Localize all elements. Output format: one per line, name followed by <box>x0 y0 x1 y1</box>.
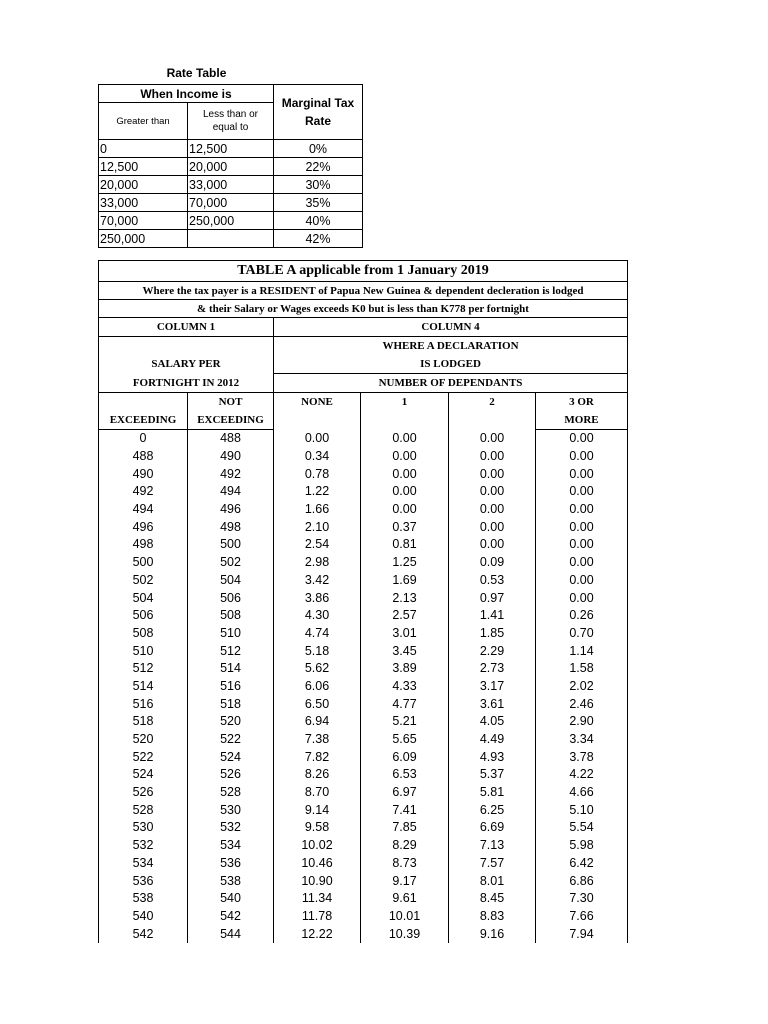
exceeding-cell: 526 <box>99 784 188 802</box>
marginal-rate-cell: 0% <box>274 140 363 158</box>
one-dependant-cell: 7.85 <box>361 819 449 837</box>
three-or-more-dependants-cell: 7.30 <box>536 890 628 908</box>
three-or-more-dependants-cell: 0.00 <box>536 518 628 536</box>
two-dependants-cell: 8.01 <box>449 872 536 890</box>
greater-than-cell: 33,000 <box>99 194 188 212</box>
three-or-more-dependants-cell: 0.00 <box>536 430 628 448</box>
not-exceeding-cell: 528 <box>188 784 274 802</box>
two-dependants-cell: 8.83 <box>449 908 536 926</box>
marginal-rate-cell: 30% <box>274 176 363 194</box>
greater-than-header: Greater than <box>99 103 188 140</box>
exceeding-cell: 506 <box>99 607 188 625</box>
one-dependant-cell: 1.25 <box>361 554 449 572</box>
three-or-more-dependants-cell: 4.66 <box>536 784 628 802</box>
greater-than-cell: 20,000 <box>99 176 188 194</box>
table-row <box>99 855 628 873</box>
marginal-rate-cell: 35% <box>274 194 363 212</box>
not-exceeding-cell: 514 <box>188 660 274 678</box>
not-exceeding-cell: 532 <box>188 819 274 837</box>
marginal-tax-rate-header <box>274 85 363 140</box>
two-dependants-cell: 0.00 <box>449 483 536 501</box>
two-dependants-cell: 4.05 <box>449 713 536 731</box>
table-row <box>99 908 628 926</box>
table-row <box>99 925 628 943</box>
not-exceeding-cell: 522 <box>188 731 274 749</box>
table-row <box>99 695 628 713</box>
marginal-rate-cell: 42% <box>274 230 363 248</box>
none-dependants-cell: 6.50 <box>274 695 361 713</box>
exceeding-cell: 538 <box>99 890 188 908</box>
two-dependants-cell: 2.29 <box>449 642 536 660</box>
table-row <box>99 801 628 819</box>
marginal-rate-cell: 22% <box>274 158 363 176</box>
none-dependants-cell: 10.46 <box>274 855 361 873</box>
marginal-rate-cell: 40% <box>274 212 363 230</box>
table-row <box>99 518 628 536</box>
two-dependants-cell: 0.00 <box>449 536 536 554</box>
two-dependants-cell: 4.49 <box>449 731 536 749</box>
table-row <box>99 448 628 466</box>
rate-table-row <box>99 140 363 158</box>
one-dependant-cell: 6.09 <box>361 748 449 766</box>
greater-than-cell: 250,000 <box>99 230 188 248</box>
table-row <box>99 501 628 519</box>
exceeding-cell: 488 <box>99 448 188 466</box>
fortnight-header: FORTNIGHT IN 2012 <box>99 374 274 393</box>
exceeding-cell: 492 <box>99 483 188 501</box>
rate-table-header <box>99 85 363 140</box>
none-dependants-cell: 3.42 <box>274 572 361 590</box>
rate-table-row <box>99 194 363 212</box>
one-dependant-cell: 0.00 <box>361 448 449 466</box>
none-dependants-cell: 11.78 <box>274 908 361 926</box>
three-or-more-dependants-cell: 0.00 <box>536 536 628 554</box>
three-or-more-dependants-cell: 0.00 <box>536 554 628 572</box>
three-or-more-dependants-cell: 0.00 <box>536 465 628 483</box>
exceeding-cell: 516 <box>99 695 188 713</box>
three-or-more-dependants-cell: 7.94 <box>536 925 628 943</box>
three-or-more-dependants-cell: 0.00 <box>536 501 628 519</box>
none-dependants-cell: 9.58 <box>274 819 361 837</box>
exceeding-cell: 514 <box>99 678 188 696</box>
exceeding-cell: 510 <box>99 642 188 660</box>
none-dependants-cell: 3.86 <box>274 589 361 607</box>
three-or-more-dependants-cell: 6.86 <box>536 872 628 890</box>
three-or-more-dependants-cell: 7.66 <box>536 908 628 926</box>
three-or-more-dependants-cell: 5.54 <box>536 819 628 837</box>
exceeding-cell: 542 <box>99 925 188 943</box>
not-exceeding-cell: 542 <box>188 908 274 926</box>
table-row <box>99 642 628 660</box>
exceeding-cell: 520 <box>99 731 188 749</box>
rate-table-body <box>99 140 363 248</box>
not-exceeding-cell: 490 <box>188 448 274 466</box>
one-dependant-cell: 6.97 <box>361 784 449 802</box>
exceeding-cell: 498 <box>99 536 188 554</box>
not-exceeding-cell: 496 <box>188 501 274 519</box>
one-dependant-cell: 0.00 <box>361 483 449 501</box>
three-or-more-dependants-cell: 5.98 <box>536 837 628 855</box>
column-1-header: COLUMN 1 <box>99 318 274 337</box>
none-dependants-cell: 7.38 <box>274 731 361 749</box>
none-dependants-cell: 10.02 <box>274 837 361 855</box>
none-dependants-cell: 8.70 <box>274 784 361 802</box>
three-or-more-dependants-cell: 2.90 <box>536 713 628 731</box>
none-dependants-cell: 11.34 <box>274 890 361 908</box>
exceeding-cell: 536 <box>99 872 188 890</box>
not-header: NOT <box>188 393 274 412</box>
not-exceeding-cell: 530 <box>188 801 274 819</box>
table-row <box>99 572 628 590</box>
table-row <box>99 430 628 448</box>
two-dependants-cell: 1.41 <box>449 607 536 625</box>
exceeding-cell: 530 <box>99 819 188 837</box>
exceeding-cell: 504 <box>99 589 188 607</box>
none-dependants-cell: 6.94 <box>274 713 361 731</box>
one-dependant-cell: 8.29 <box>361 837 449 855</box>
three-or-more-dependants-cell: 1.14 <box>536 642 628 660</box>
two-dependants-cell: 3.61 <box>449 695 536 713</box>
table-a-subtitle-1: Where the tax payer is a RESIDENT of Papua New Guinea & dependent decleration is lodged <box>99 282 628 300</box>
salary-per-header: SALARY PER <box>99 355 274 374</box>
exceeding-cell: 524 <box>99 766 188 784</box>
exceeding-cell: 500 <box>99 554 188 572</box>
one-dependant-cell: 0.37 <box>361 518 449 536</box>
three-or-more-dependants-cell: 0.00 <box>536 483 628 501</box>
two-dependants-cell: 9.16 <box>449 925 536 943</box>
rate-table-row <box>99 212 363 230</box>
table-row <box>99 554 628 572</box>
three-or-more-dependants-cell: 2.02 <box>536 678 628 696</box>
one-dependant-cell: 5.65 <box>361 731 449 749</box>
table-row <box>99 465 628 483</box>
two-dependants-cell: 0.53 <box>449 572 536 590</box>
exceeding-cell: 540 <box>99 908 188 926</box>
exceeding-cell: 0 <box>99 430 188 448</box>
one-dependant-cell: 6.53 <box>361 766 449 784</box>
none-dependants-cell: 1.22 <box>274 483 361 501</box>
not-exceeding-cell: 498 <box>188 518 274 536</box>
one-dependant-cell: 10.39 <box>361 925 449 943</box>
not-exceeding-cell: 536 <box>188 855 274 873</box>
table-row <box>99 713 628 731</box>
not-exceeding-cell: 520 <box>188 713 274 731</box>
two-dependants-cell: 0.00 <box>449 518 536 536</box>
three-or-more-dependants-cell: 0.00 <box>536 589 628 607</box>
table-row <box>99 784 628 802</box>
table-row <box>99 678 628 696</box>
one-dependant-cell: 4.77 <box>361 695 449 713</box>
exceeding-cell: 494 <box>99 501 188 519</box>
not-exceeding-header: EXCEEDING <box>188 411 274 430</box>
not-exceeding-cell: 540 <box>188 890 274 908</box>
less-than-label: Less than or equal to <box>202 109 259 133</box>
not-exceeding-cell: 512 <box>188 642 274 660</box>
dependants-3-header-line2: MORE <box>536 411 628 430</box>
less-than-or-equal-cell: 70,000 <box>188 194 274 212</box>
not-exceeding-cell: 492 <box>188 465 274 483</box>
less-than-or-equal-cell: 33,000 <box>188 176 274 194</box>
table-row <box>99 748 628 766</box>
rate-table-caption-text: Rate Table <box>166 66 227 80</box>
one-dependant-cell: 0.00 <box>361 501 449 519</box>
one-dependant-cell: 8.73 <box>361 855 449 873</box>
not-exceeding-cell: 538 <box>188 872 274 890</box>
exceeding-cell: 518 <box>99 713 188 731</box>
not-exceeding-cell: 508 <box>188 607 274 625</box>
greater-than-cell: 0 <box>99 140 188 158</box>
dependants-2-header: 2 <box>449 393 536 430</box>
one-dependant-cell: 9.61 <box>361 890 449 908</box>
rate-table-row <box>99 230 363 248</box>
two-dependants-cell: 5.81 <box>449 784 536 802</box>
not-exceeding-cell: 502 <box>188 554 274 572</box>
not-exceeding-cell: 506 <box>188 589 274 607</box>
not-exceeding-cell: 526 <box>188 766 274 784</box>
table-row <box>99 660 628 678</box>
none-dependants-cell: 2.10 <box>274 518 361 536</box>
column-4-header: COLUMN 4 <box>274 318 628 337</box>
none-dependants-cell: 5.18 <box>274 642 361 660</box>
none-dependants-cell: 0.78 <box>274 465 361 483</box>
three-or-more-dependants-cell: 4.22 <box>536 766 628 784</box>
two-dependants-cell: 0.97 <box>449 589 536 607</box>
not-exceeding-cell: 510 <box>188 625 274 643</box>
one-dependant-cell: 7.41 <box>361 801 449 819</box>
one-dependant-cell: 3.45 <box>361 642 449 660</box>
exceeding-cell: 502 <box>99 572 188 590</box>
one-dependant-cell: 2.13 <box>361 589 449 607</box>
one-dependant-cell: 1.69 <box>361 572 449 590</box>
exceeding-header-top <box>99 393 188 412</box>
exceeding-cell: 528 <box>99 801 188 819</box>
two-dependants-cell: 7.57 <box>449 855 536 873</box>
table-a-header <box>99 261 628 430</box>
one-dependant-cell: 0.81 <box>361 536 449 554</box>
less-than-header <box>188 103 274 140</box>
table-a-body <box>99 430 628 943</box>
two-dependants-cell: 5.37 <box>449 766 536 784</box>
rate-table <box>98 84 363 248</box>
three-or-more-dependants-cell: 2.46 <box>536 695 628 713</box>
exceeding-cell: 490 <box>99 465 188 483</box>
none-dependants-cell: 5.62 <box>274 660 361 678</box>
table-a <box>98 260 628 943</box>
none-header: NONE <box>274 393 361 430</box>
one-dependant-cell: 0.00 <box>361 430 449 448</box>
where-declaration-header: WHERE A DECLARATION <box>274 337 628 356</box>
none-dependants-cell: 12.22 <box>274 925 361 943</box>
none-dependants-cell: 7.82 <box>274 748 361 766</box>
three-or-more-dependants-cell: 0.00 <box>536 448 628 466</box>
marginal-tax-rate-label: Marginal Tax Rate <box>281 96 355 128</box>
exceeding-header: EXCEEDING <box>99 411 188 430</box>
exceeding-cell: 532 <box>99 837 188 855</box>
dependants-1-header: 1 <box>361 393 449 430</box>
one-dependant-cell: 9.17 <box>361 872 449 890</box>
none-dependants-cell: 10.90 <box>274 872 361 890</box>
rate-table-row <box>99 158 363 176</box>
two-dependants-cell: 0.00 <box>449 465 536 483</box>
table-row <box>99 731 628 749</box>
none-dependants-cell: 0.00 <box>274 430 361 448</box>
not-exceeding-cell: 516 <box>188 678 274 696</box>
table-row <box>99 819 628 837</box>
less-than-or-equal-cell: 250,000 <box>188 212 274 230</box>
three-or-more-dependants-cell: 3.78 <box>536 748 628 766</box>
two-dependants-cell: 0.00 <box>449 501 536 519</box>
none-dependants-cell: 1.66 <box>274 501 361 519</box>
not-exceeding-cell: 518 <box>188 695 274 713</box>
table-row <box>99 536 628 554</box>
two-dependants-cell: 6.25 <box>449 801 536 819</box>
number-of-dependants-header: NUMBER OF DEPENDANTS <box>274 374 628 393</box>
three-or-more-dependants-cell: 6.42 <box>536 855 628 873</box>
table-row <box>99 589 628 607</box>
two-dependants-cell: 0.00 <box>449 430 536 448</box>
exceeding-cell: 512 <box>99 660 188 678</box>
table-row <box>99 766 628 784</box>
when-income-header: When Income is <box>99 85 274 103</box>
not-exceeding-cell: 494 <box>188 483 274 501</box>
none-dependants-cell: 6.06 <box>274 678 361 696</box>
exceeding-cell: 496 <box>99 518 188 536</box>
one-dependant-cell: 5.21 <box>361 713 449 731</box>
exceeding-cell: 534 <box>99 855 188 873</box>
three-or-more-dependants-cell: 0.00 <box>536 572 628 590</box>
two-dependants-cell: 7.13 <box>449 837 536 855</box>
table-row <box>99 607 628 625</box>
dependants-3-header-line1: 3 OR <box>536 393 628 412</box>
none-dependants-cell: 2.54 <box>274 536 361 554</box>
greater-than-cell: 12,500 <box>99 158 188 176</box>
salary-header-blank <box>99 337 274 356</box>
three-or-more-dependants-cell: 0.26 <box>536 607 628 625</box>
greater-than-cell: 70,000 <box>99 212 188 230</box>
one-dependant-cell: 4.33 <box>361 678 449 696</box>
two-dependants-cell: 2.73 <box>449 660 536 678</box>
not-exceeding-cell: 544 <box>188 925 274 943</box>
none-dependants-cell: 9.14 <box>274 801 361 819</box>
one-dependant-cell: 3.89 <box>361 660 449 678</box>
table-a-title: TABLE A applicable from 1 January 2019 <box>99 261 628 282</box>
less-than-or-equal-cell: 12,500 <box>188 140 274 158</box>
less-than-or-equal-cell: 20,000 <box>188 158 274 176</box>
table-row <box>99 483 628 501</box>
not-exceeding-cell: 534 <box>188 837 274 855</box>
exceeding-cell: 522 <box>99 748 188 766</box>
not-exceeding-cell: 504 <box>188 572 274 590</box>
two-dependants-cell: 1.85 <box>449 625 536 643</box>
two-dependants-cell: 8.45 <box>449 890 536 908</box>
two-dependants-cell: 0.09 <box>449 554 536 572</box>
none-dependants-cell: 0.34 <box>274 448 361 466</box>
none-dependants-cell: 4.30 <box>274 607 361 625</box>
not-exceeding-cell: 524 <box>188 748 274 766</box>
exceeding-cell: 508 <box>99 625 188 643</box>
none-dependants-cell: 2.98 <box>274 554 361 572</box>
table-row <box>99 872 628 890</box>
three-or-more-dependants-cell: 0.70 <box>536 625 628 643</box>
two-dependants-cell: 6.69 <box>449 819 536 837</box>
not-exceeding-cell: 488 <box>188 430 274 448</box>
none-dependants-cell: 8.26 <box>274 766 361 784</box>
none-dependants-cell: 4.74 <box>274 625 361 643</box>
not-exceeding-cell: 500 <box>188 536 274 554</box>
two-dependants-cell: 4.93 <box>449 748 536 766</box>
three-or-more-dependants-cell: 5.10 <box>536 801 628 819</box>
three-or-more-dependants-cell: 3.34 <box>536 731 628 749</box>
three-or-more-dependants-cell: 1.58 <box>536 660 628 678</box>
one-dependant-cell: 2.57 <box>361 607 449 625</box>
rate-table-caption <box>98 66 363 83</box>
table-row <box>99 837 628 855</box>
is-lodged-header: IS LODGED <box>274 355 628 374</box>
table-a-subtitle-2: & their Salary or Wages exceeds K0 but is less than K778 per fortnight <box>99 300 628 318</box>
less-than-or-equal-cell <box>188 230 274 248</box>
one-dependant-cell: 10.01 <box>361 908 449 926</box>
two-dependants-cell: 3.17 <box>449 678 536 696</box>
table-row <box>99 625 628 643</box>
one-dependant-cell: 3.01 <box>361 625 449 643</box>
table-row <box>99 890 628 908</box>
one-dependant-cell: 0.00 <box>361 465 449 483</box>
two-dependants-cell: 0.00 <box>449 448 536 466</box>
rate-table-row <box>99 176 363 194</box>
